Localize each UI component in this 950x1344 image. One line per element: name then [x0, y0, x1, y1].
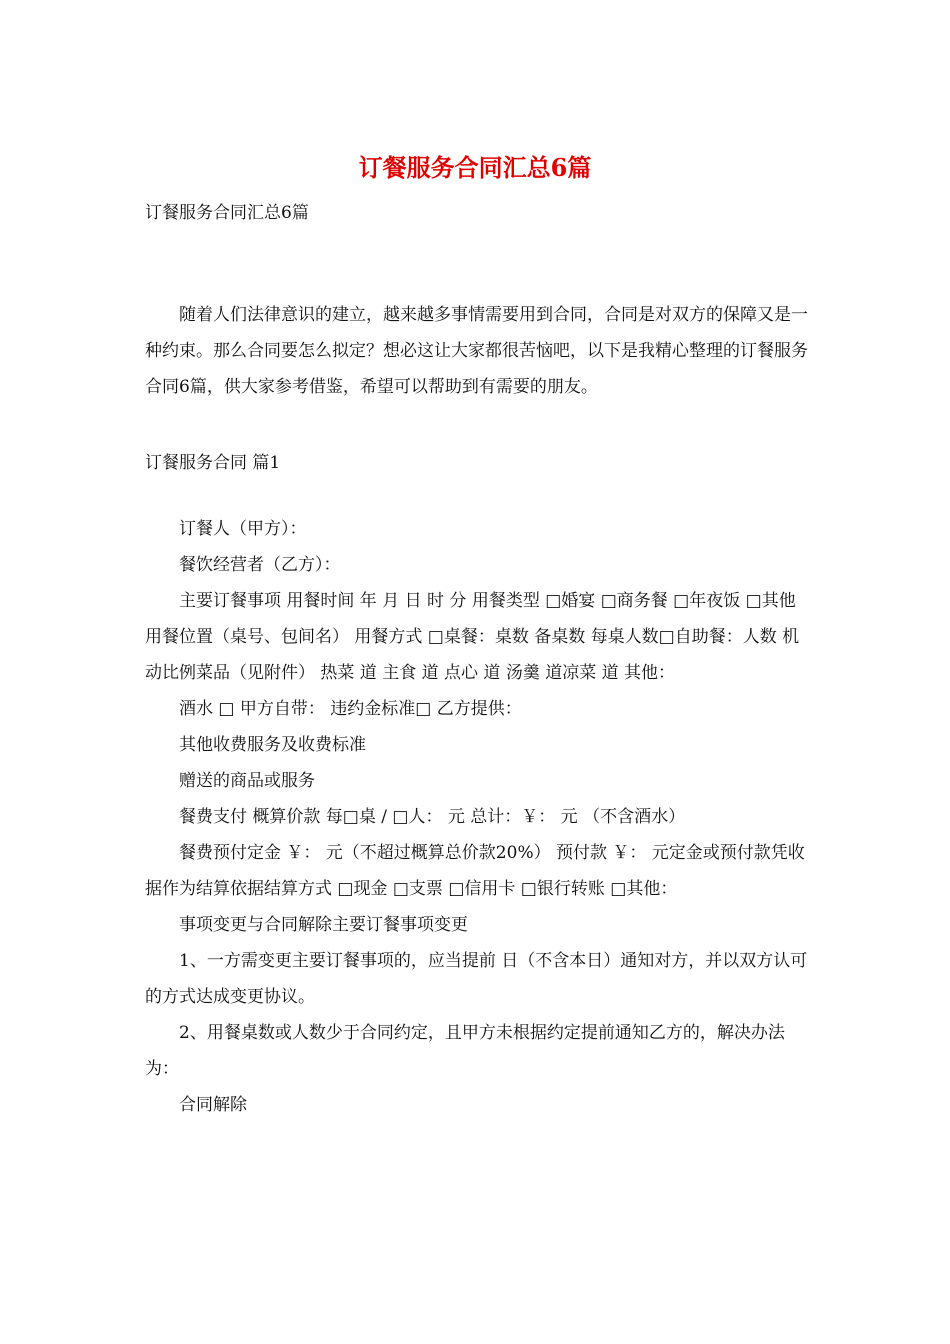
paragraph-drinks: 酒水 □ 甲方自带： 违约金标准□ 乙方提供： — [179, 699, 522, 719]
document-body — [145, 297, 810, 1123]
paragraph-clause-1: 1、一方需变更主要订餐事项的，应当提前 日（不含本日）通知对方，并以双方认可的方式达成变更协议。 — [145, 951, 808, 1007]
paragraph-main-items: 主要订餐事项 用餐时间 年 月 日 时 分 用餐类型 □婚宴 □商务餐 □年夜饭 □其他用餐位置（桌号、包间名） 用餐方式 □桌餐：桌数 备桌数 每桌人数□自助餐：人数 机动比例菜品（见附件） 热菜 道 主食 道 点心 道 汤羹 道凉菜 道 其他： — [145, 591, 800, 683]
paragraph-deposit: 餐费预付定金 ￥： 元（不超过概算总价款20%） 预付款 ￥： 元定金或预付款凭收据作为结算依据结算方式 □现金 □支票 □信用卡 □银行转账 □其他： — [145, 843, 805, 899]
intro-paragraph: 随着人们法律意识的建立，越来越多事情需要用到合同，合同是对双方的保障又是一种约束。那么合同要怎么拟定？想必这让大家都很苦恼吧，以下是我精心整理的订餐服务合同6篇，供大家参考借鉴，希望可以帮助到有需要的朋友。 — [145, 305, 808, 397]
spacer — [145, 405, 810, 445]
paragraph-party-a: 订餐人（甲方）： — [179, 519, 307, 539]
paragraph-gifts: 赠送的商品或服务 — [179, 771, 315, 791]
paragraph-changes-heading: 事项变更与合同解除主要订餐事项变更 — [179, 915, 468, 935]
spacer — [145, 481, 810, 511]
paragraph-termination: 合同解除 — [179, 1095, 247, 1115]
paragraph-payment: 餐费支付 概算价款 每□桌 / □人： 元 总计：￥： 元 （不含酒水） — [179, 807, 686, 827]
paragraph-other-fees: 其他收费服务及收费标准 — [179, 735, 366, 755]
document-title: 订餐服务合同汇总6篇 — [358, 153, 592, 182]
paragraph-clause-2: 2、用餐桌数或人数少于合同约定，且甲方未根据约定提前通知乙方的，解决办法为： — [145, 1023, 785, 1079]
document-subtitle: 订餐服务合同汇总6篇 — [145, 203, 309, 223]
section-heading: 订餐服务合同 篇1 — [145, 453, 281, 473]
paragraph-party-b: 餐饮经营者（乙方）： — [179, 555, 341, 575]
